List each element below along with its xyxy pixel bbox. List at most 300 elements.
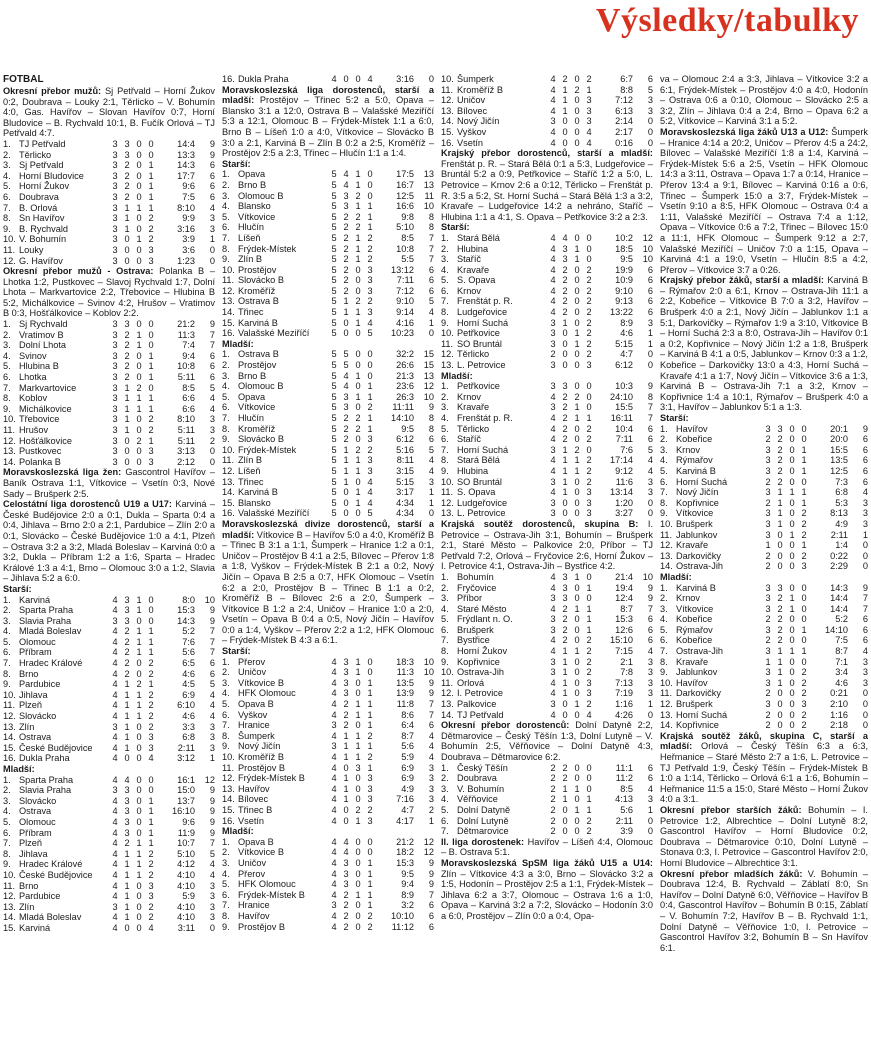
losses: 1: [586, 582, 592, 593]
rank: 10.: [441, 476, 454, 487]
losses: 1: [367, 720, 373, 731]
losses: 2: [801, 667, 807, 678]
played: 2: [550, 826, 556, 837]
draws: 0: [574, 815, 580, 826]
table-row: [441, 614, 653, 625]
table-row: [3, 414, 215, 425]
played: 2: [550, 794, 556, 805]
wins: 1: [777, 518, 783, 529]
team-name: Ludgeřovice: [457, 497, 508, 508]
losses: 0: [148, 594, 154, 605]
team-name: Vsetín: [457, 137, 484, 148]
rank: 14.: [441, 116, 454, 127]
rank: 3.: [3, 615, 11, 626]
score: 1:20: [615, 497, 633, 508]
draws: 0: [355, 328, 361, 339]
wins: 1: [777, 487, 783, 498]
points: 0: [862, 720, 868, 731]
score: 5:2: [835, 614, 848, 625]
wins: 0: [562, 349, 568, 360]
results-paragraph: [3, 266, 215, 319]
draws: 0: [574, 773, 580, 784]
draws: 0: [355, 879, 361, 890]
wins: 3: [343, 190, 349, 201]
played: 3: [550, 614, 556, 625]
losses: 3: [367, 455, 373, 466]
draws: 0: [136, 891, 142, 902]
played: 4: [112, 795, 118, 806]
score: 10:8: [177, 361, 195, 372]
losses: 3: [148, 891, 154, 902]
draws: 1: [355, 169, 361, 180]
score: 8:10: [177, 202, 195, 213]
losses: 1: [367, 381, 373, 392]
table-row: [660, 699, 868, 710]
points: 9: [209, 138, 215, 149]
draws: 0: [136, 732, 142, 743]
played: 5: [331, 444, 337, 455]
played: 4: [112, 658, 118, 669]
played: 4: [331, 804, 337, 815]
team-name: Těrlicko: [457, 423, 490, 434]
rank: 4.: [441, 264, 449, 275]
points: 6: [647, 285, 653, 296]
wins: 1: [562, 677, 568, 688]
wins: 2: [124, 340, 130, 351]
score: 13:7: [177, 795, 195, 806]
wins: 0: [124, 456, 130, 467]
team-name: Plzeň: [19, 838, 42, 849]
draws: 0: [789, 656, 795, 667]
table-row: [3, 213, 215, 224]
team-name: Zlín: [19, 721, 35, 732]
team-name: Blansko: [238, 497, 271, 508]
competition-name: Krajská soutěž dorostenců, skupina B:: [441, 518, 639, 529]
score: 24:10: [610, 391, 633, 402]
wins: 0: [343, 487, 349, 498]
losses: 2: [586, 264, 592, 275]
wins: 1: [343, 783, 349, 794]
played: 3: [112, 393, 118, 404]
points: 6: [209, 361, 215, 372]
team-name: Frýdlant n. O.: [457, 614, 513, 625]
rank: 6.: [222, 709, 230, 720]
score: 9:12: [615, 465, 633, 476]
draws: 2: [355, 423, 361, 434]
played: 5: [331, 360, 337, 371]
draws: 0: [136, 138, 142, 149]
score: 7:16: [396, 794, 414, 805]
team-name: Vsetín: [238, 815, 265, 826]
score: 11:9: [177, 827, 195, 838]
rank: 10.: [222, 264, 235, 275]
rank: 7.: [222, 232, 230, 243]
score: 8:5: [620, 783, 633, 794]
points: 8: [428, 413, 434, 423]
team-name: L. Petrovice: [457, 508, 506, 519]
wins: 4: [343, 370, 349, 381]
rank: 7.: [222, 720, 230, 731]
rank: 16.: [441, 137, 454, 148]
score: 16:11: [610, 413, 633, 423]
played: 2: [550, 349, 556, 360]
points: 3: [209, 732, 215, 743]
score: 15:0: [177, 785, 195, 796]
rank: 2.: [222, 179, 230, 190]
team-name: Staříč: [457, 434, 481, 445]
losses: 2: [148, 414, 154, 425]
losses: 1: [148, 806, 154, 817]
draws: 0: [136, 816, 142, 827]
table-row: [3, 171, 215, 182]
draws: 1: [574, 254, 580, 265]
played: 3: [112, 785, 118, 796]
rank: 13.: [222, 476, 235, 487]
wins: 1: [124, 689, 130, 700]
team-name: Hlubina: [457, 465, 489, 476]
team-name: Horní Suchá: [457, 444, 509, 455]
draws: 0: [574, 688, 580, 699]
table-row: [222, 254, 434, 265]
team-name: Hranice: [238, 720, 270, 731]
points: 7: [209, 340, 215, 351]
losses: 1: [801, 465, 807, 476]
losses: 0: [801, 434, 807, 445]
score: 8:6: [401, 709, 414, 720]
table-row: [441, 339, 653, 350]
table-row: [3, 361, 215, 372]
competition-name: Moravskoslezská liga dorostenců, starší a mladší:: [222, 84, 434, 106]
score: 5:10: [177, 848, 195, 859]
played: 4: [550, 646, 556, 657]
rank: 2.: [222, 667, 230, 678]
points: 7: [862, 603, 868, 614]
table-row: [222, 890, 434, 901]
wins: 0: [562, 804, 568, 815]
table-row: [3, 700, 215, 711]
team-name: Polanka B: [19, 456, 61, 467]
table-row: [441, 487, 653, 498]
points: 10: [204, 594, 215, 605]
competition-name: Moravskoslezská SpSM liga žáků U15 a U14:: [441, 857, 653, 868]
rank: 6.: [222, 402, 230, 413]
points: 3: [647, 677, 653, 688]
rank: 7.: [441, 635, 449, 646]
draws: 0: [574, 709, 580, 720]
rank: 1.: [222, 349, 230, 360]
losses: 0: [148, 615, 154, 626]
team-name: Zlín B: [238, 455, 262, 466]
played: 5: [331, 465, 337, 476]
score: 3:9: [182, 234, 195, 245]
table-row: [441, 455, 653, 466]
team-name: Jablunkov: [676, 529, 718, 540]
points: 1: [209, 753, 215, 764]
points: 3: [428, 783, 434, 794]
draws: 3: [355, 762, 361, 773]
played: 4: [331, 656, 337, 667]
wins: 0: [562, 328, 568, 339]
losses: 2: [586, 455, 592, 466]
score: 8:13: [830, 508, 848, 519]
points: 8: [428, 423, 434, 434]
table-row: [222, 794, 434, 805]
losses: 2: [801, 508, 807, 519]
team-name: Pustkovec: [19, 446, 62, 457]
played: 5: [331, 264, 337, 275]
table-row: [222, 678, 434, 689]
losses: 3: [367, 275, 373, 286]
team-name: Plzeň: [19, 700, 42, 711]
score: 1:16: [615, 699, 633, 710]
wins: 0: [124, 255, 130, 266]
team-name: Karviná B: [238, 487, 278, 498]
wins: 0: [343, 508, 349, 519]
score: 4:9: [401, 783, 414, 794]
wins: 2: [777, 455, 783, 466]
rank: 7.: [441, 826, 449, 837]
wins: 2: [777, 614, 783, 625]
played: 4: [331, 815, 337, 826]
rank: 1.: [3, 774, 11, 785]
losses: 1: [801, 444, 807, 455]
losses: 2: [367, 232, 373, 243]
score: 1:23: [177, 255, 195, 266]
wins: 1: [124, 403, 130, 414]
standings-table: [3, 595, 215, 765]
score: 6:12: [396, 434, 414, 445]
losses: 0: [367, 169, 373, 180]
played: 4: [112, 668, 118, 679]
rank: 15.: [3, 922, 16, 933]
losses: 1: [148, 361, 154, 372]
draws: 1: [574, 465, 580, 476]
rank: 5.: [660, 624, 668, 635]
points: 3: [862, 497, 868, 508]
rank: 5.: [3, 361, 11, 372]
draws: 0: [355, 900, 361, 911]
draws: 0: [355, 794, 361, 805]
wins: 3: [777, 582, 783, 593]
table-row: [441, 688, 653, 699]
wins: 2: [124, 658, 130, 669]
team-name: Louky: [19, 244, 44, 255]
table-row: [3, 859, 215, 870]
rank: 6.: [660, 476, 668, 487]
table-row: [3, 881, 215, 892]
draws: 0: [136, 753, 142, 764]
points: 6: [862, 624, 868, 635]
draws: 0: [789, 423, 795, 434]
team-name: Kobeřice: [676, 614, 713, 625]
team-name: Michálkovice: [19, 403, 72, 414]
draws: 1: [136, 605, 142, 616]
rank: 4.: [3, 806, 11, 817]
score: 4:9: [835, 518, 848, 529]
points: 4: [428, 730, 434, 741]
rank: 8.: [222, 243, 230, 254]
played: 3: [112, 319, 118, 330]
score: 3:13: [177, 446, 195, 457]
losses: 0: [586, 232, 592, 243]
played: 4: [550, 105, 556, 116]
losses: 0: [801, 593, 807, 604]
points: 1: [428, 497, 434, 508]
wins: 2: [343, 423, 349, 434]
score: 9:4: [182, 350, 195, 361]
wins: 2: [777, 444, 783, 455]
table-row: [222, 858, 434, 869]
team-name: Horní Suchá: [676, 476, 728, 487]
played: 5: [331, 402, 337, 413]
team-name: Staříč: [457, 254, 481, 265]
team-name: Dolní Datyně: [457, 804, 511, 815]
team-name: Kopřivnice: [457, 656, 500, 667]
losses: 2: [148, 912, 154, 923]
table-row: [441, 445, 653, 456]
competition-name: Moravskoslezská liga žen:: [3, 467, 122, 478]
wins: 2: [777, 593, 783, 604]
table-row: [3, 383, 215, 394]
wins: 2: [343, 243, 349, 254]
points: 6: [647, 773, 653, 784]
losses: 0: [148, 340, 154, 351]
draws: 1: [355, 752, 361, 762]
wins: 2: [343, 222, 349, 233]
score: 14:4: [830, 603, 848, 614]
played: 2: [550, 773, 556, 784]
wins: 1: [343, 444, 349, 455]
competition-name: Okresní přebor starších žáků:: [660, 804, 802, 815]
played: 3: [112, 202, 118, 213]
draws: 0: [574, 317, 580, 328]
points: 8: [428, 211, 434, 222]
rank: 2.: [441, 391, 449, 402]
score: 13:12: [391, 264, 414, 275]
losses: 0: [367, 836, 373, 847]
wins: 2: [777, 635, 783, 646]
results-text: Prostějov – Třinec 5:2 a 5:0, Opava – Blansko 3:1 a 12:0, Ostrava B – Valašské Meziříčí 5:3 a 12:1, Olomouc B – Frýdek-Místek 1:1 a 6:0, Brno B – Líšeň 1:0 a 4:0, Vítkovice – Slovácko B 3:0 a 2:1, Karviná B – Zlín B 0:2 a 2:5, Kroměříž – Prostějov 2:5 a 2:3, Třinec – Hlučín 1:1 a 1:4.: [222, 95, 434, 159]
points: 6: [862, 635, 868, 646]
team-name: Brno B: [238, 370, 267, 381]
played: 4: [550, 264, 556, 275]
rank: 5.: [222, 699, 230, 710]
score: 3:12: [177, 753, 195, 764]
points: 1: [428, 487, 434, 498]
played: 3: [112, 350, 118, 361]
draws: 1: [355, 232, 361, 243]
wins: 3: [777, 423, 783, 434]
played: 4: [550, 74, 556, 84]
draws: 2: [574, 391, 580, 402]
competition-name: II. liga dorostenek:: [441, 836, 525, 847]
team-name: Jihlava: [19, 848, 48, 859]
losses: 2: [586, 338, 592, 349]
team-name: Darkovičky: [676, 688, 721, 699]
played: 4: [112, 711, 118, 722]
score: 3:15: [396, 465, 414, 476]
points: 6: [647, 635, 653, 646]
draws: 0: [136, 922, 142, 933]
team-name: Vratimov B: [19, 329, 64, 340]
rank: 12.: [222, 465, 235, 476]
losses: 2: [367, 804, 373, 815]
table-row: [3, 711, 215, 722]
points: 4: [647, 646, 653, 657]
table-subheading: Starší:: [222, 158, 251, 169]
rank: 14.: [3, 732, 16, 743]
score: 14:10: [825, 624, 848, 635]
team-name: Krnov: [457, 285, 482, 296]
rank: 15.: [222, 317, 235, 328]
team-name: Karviná: [19, 922, 51, 933]
draws: 1: [136, 711, 142, 722]
rank: 12.: [222, 773, 235, 784]
score: 14:10: [391, 413, 414, 423]
losses: 2: [148, 869, 154, 880]
played: 1: [765, 540, 771, 551]
losses: 5: [367, 508, 373, 519]
points: 5: [647, 84, 653, 95]
score: 4:34: [396, 508, 414, 519]
losses: 2: [148, 721, 154, 732]
team-name: Jihlava: [19, 689, 48, 700]
score: 26:3: [396, 391, 414, 402]
wins: 2: [343, 910, 349, 921]
table-row: [660, 604, 868, 615]
table-row: [660, 710, 868, 721]
score: 11:12: [391, 921, 414, 932]
score: 4:10: [177, 869, 195, 880]
losses: 3: [586, 508, 592, 519]
rank: 3.: [3, 795, 11, 806]
draws: 0: [574, 105, 580, 116]
wins: 0: [777, 550, 783, 561]
score: 14:3: [177, 615, 195, 626]
losses: 1: [148, 827, 154, 838]
wins: 0: [562, 826, 568, 837]
score: 3:11: [177, 922, 195, 933]
points: 0: [862, 540, 868, 551]
played: 3: [550, 699, 556, 710]
rank: 4.: [222, 868, 230, 879]
table-row: [3, 817, 215, 828]
team-name: B. Rychvald: [19, 223, 69, 234]
table-row: [3, 806, 215, 817]
score: 1:16: [830, 709, 848, 720]
losses: 4: [367, 487, 373, 498]
wins: 3: [124, 806, 130, 817]
played: 4: [550, 126, 556, 137]
rank: 4.: [222, 201, 230, 212]
team-name: Slavia Praha: [19, 615, 72, 626]
losses: 2: [148, 711, 154, 722]
losses: 1: [801, 455, 807, 466]
table-row: [3, 626, 215, 637]
score: 4:6: [835, 677, 848, 688]
score: 2:11: [615, 815, 633, 826]
points: 12: [642, 232, 653, 243]
wins: 1: [343, 307, 349, 318]
wins: 1: [124, 880, 130, 891]
draws: 0: [355, 868, 361, 879]
losses: 1: [148, 202, 154, 213]
played: 3: [112, 615, 118, 626]
wins: 2: [562, 762, 568, 773]
rank: 11.: [441, 677, 454, 688]
table-subheading: Starší:: [3, 583, 32, 594]
points: 4: [647, 783, 653, 794]
